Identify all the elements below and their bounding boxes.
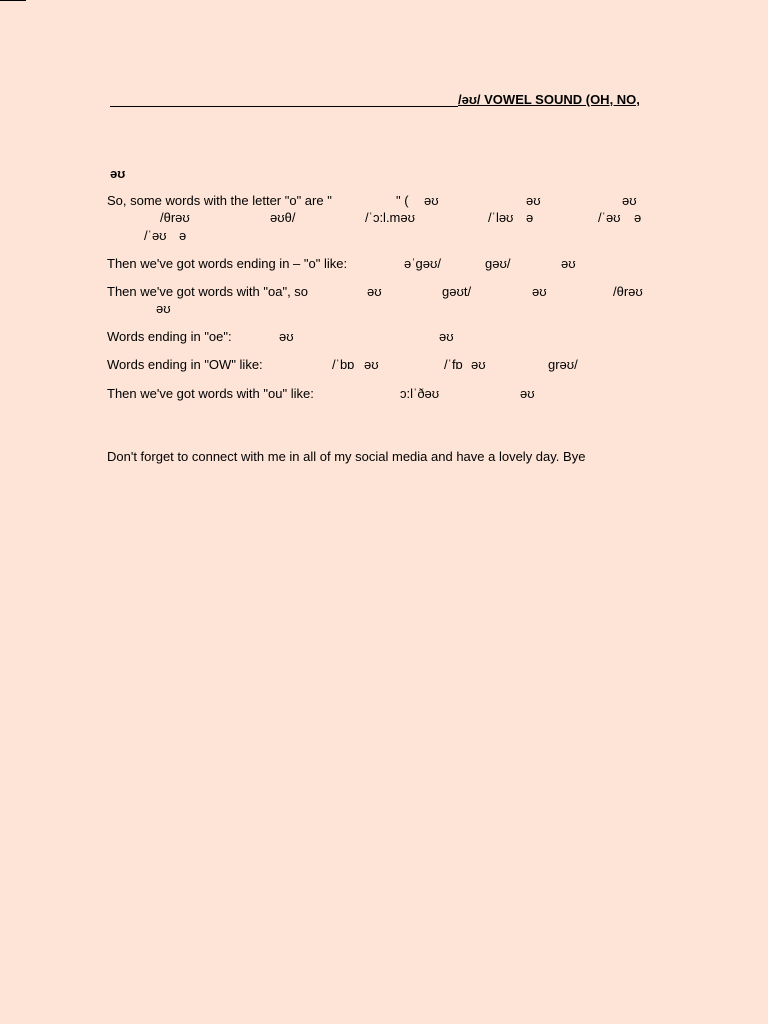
title-underline-continuation (0, 0, 26, 1)
line1-ipa-2: əʊ (526, 193, 541, 208)
line1b-ipa-5: ə (526, 210, 534, 225)
line1b-ipa-3: /ˈɔ:l.məʊ (365, 210, 416, 225)
line3-ipa-3: əʊ (532, 284, 547, 299)
line1c-ipa-1: /ˈəʊ (144, 228, 167, 243)
line2-text: Then we've got words ending in – "o" like: (107, 256, 348, 271)
line3-ipa-cont: əʊ (156, 301, 171, 316)
line1-ipa-1: əʊ (424, 193, 439, 208)
section-heading: əʊ (110, 166, 126, 181)
line5-text: Words ending in "OW" like: (107, 357, 263, 372)
line6-ipa-1: ɔ:lˈðəʊ (400, 386, 440, 401)
line2-ipa-3: əʊ (561, 256, 576, 271)
line5-ipa-3: /ˈfɒ (444, 357, 463, 372)
document-title: /əʊ/ VOWEL SOUND (OH, NO, (458, 92, 640, 107)
line6-text: Then we've got words with "ou" like: (107, 386, 314, 401)
closing-text: Don't forget to connect with me in all of my social media and have a lovely day. Bye (107, 449, 586, 464)
line4-ipa-1: əʊ (279, 329, 294, 344)
line5-ipa-1: /ˈbɒ (332, 357, 355, 372)
line6-ipa-2: əʊ (520, 386, 535, 401)
line1b-ipa-4: /ˈləʊ (488, 210, 514, 225)
title-underline (110, 106, 458, 107)
line1c-ipa-2: ə (179, 228, 187, 243)
line5-ipa-5: grəʊ/ (548, 357, 578, 372)
line3-text: Then we've got words with "oa", so (107, 284, 309, 299)
line3-ipa-2: gəʊt/ (442, 284, 472, 299)
line3-ipa-4: /θrəʊ (613, 284, 643, 299)
line1b-ipa-1: /θrəʊ (160, 210, 190, 225)
line4-text: Words ending in "oe": (107, 329, 232, 344)
line1-intro: So, some words with the letter "o" are " (107, 193, 332, 208)
line1-quote-close: " ( (396, 193, 409, 208)
line1-ipa-3: əʊ (622, 193, 637, 208)
line3-ipa-1: əʊ (367, 284, 382, 299)
line2-ipa-2: gəʊ/ (485, 256, 511, 271)
line1b-ipa-2: əʊθ/ (270, 210, 296, 225)
line1b-ipa-6: /ˈəʊ (598, 210, 621, 225)
line5-ipa-4: əʊ (471, 357, 486, 372)
line2-ipa-1: əˈgəʊ/ (404, 256, 442, 271)
line5-ipa-2: əʊ (364, 357, 379, 372)
line1b-ipa-7: ə (634, 210, 642, 225)
line4-ipa-2: əʊ (439, 329, 454, 344)
